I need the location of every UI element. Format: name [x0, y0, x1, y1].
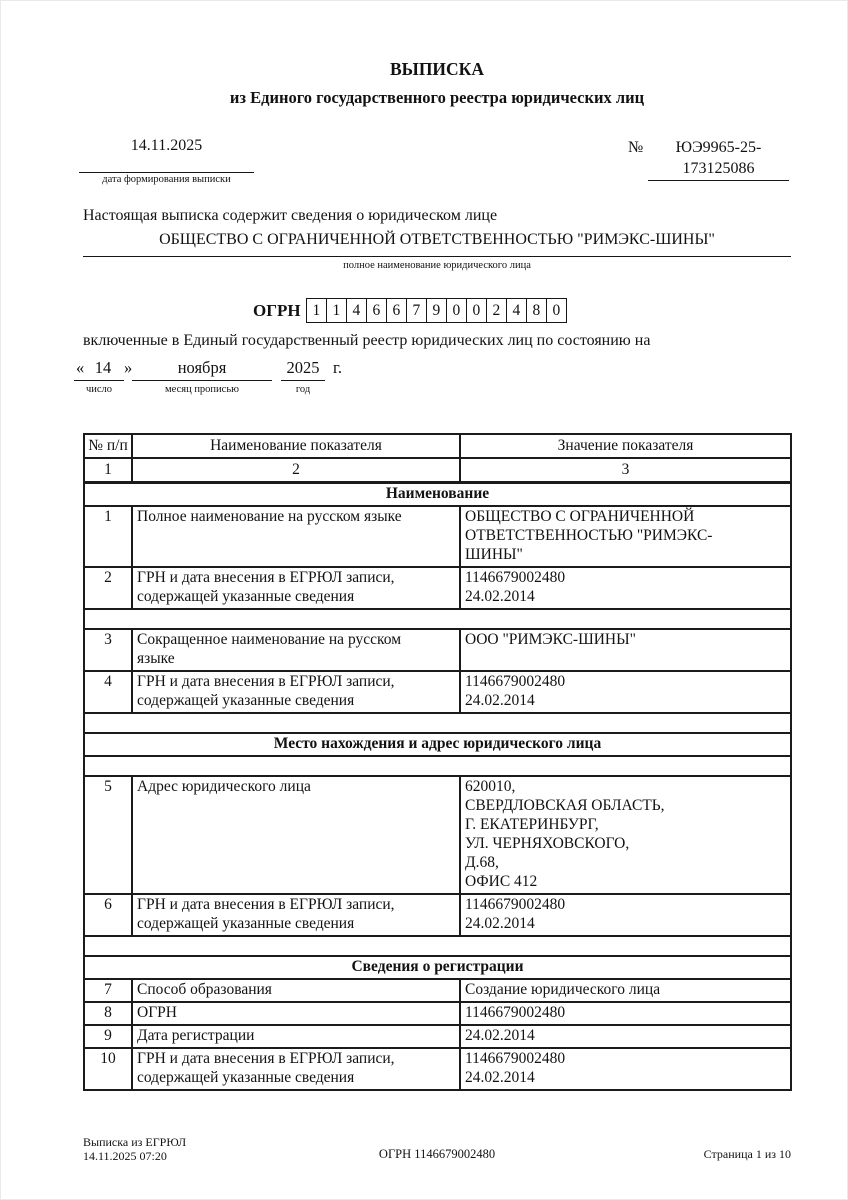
details-table: [83, 433, 792, 1091]
table-section-label: Место нахождения и адрес юридического лица: [84, 733, 791, 756]
indicator-name: ГРН и дата внесения в ЕГРЮЛ записи, содержащей указанные сведения: [132, 567, 460, 609]
indicator-name: Полное наименование на русском языке: [132, 506, 460, 567]
ogrn-digit-box: 9: [426, 298, 448, 323]
indicator-value: 1146679002480 24.02.2014: [460, 671, 791, 713]
indicator-name: ГРН и дата внесения в ЕГРЮЛ записи, содержащей указанные сведения: [132, 671, 460, 713]
table-column-numbers-row: [84, 458, 791, 483]
intro-statement: Настоящая выписка содержит сведения о юридическом лице: [83, 207, 498, 224]
as-of-year: 2025: [286, 358, 320, 377]
footer-doc-type: Выписка из ЕГРЮЛ: [83, 1135, 187, 1149]
ogrn-digit-box: 4: [346, 298, 368, 323]
table-section-row: [84, 483, 791, 507]
indicator-value: ООО "РИМЭКС-ШИНЫ": [460, 629, 791, 671]
row-number: 1: [84, 506, 132, 567]
table-row: [84, 979, 791, 1002]
footer-page-number: Страница 1 из 10: [703, 1147, 791, 1161]
year-underline: [281, 380, 325, 381]
extract-number-underline: [648, 180, 789, 181]
indicator-name: Сокращенное наименование на русском языке: [132, 629, 460, 671]
day-underline: [74, 380, 124, 381]
ogrn-digit-box: 6: [366, 298, 388, 323]
table-spacer-row: [84, 609, 791, 629]
row-number: 3: [84, 629, 132, 671]
document-subtitle: из Единого государственного реестра юридических лиц: [229, 88, 645, 107]
indicator-name: ОГРН: [132, 1002, 460, 1025]
day-label: число: [85, 384, 113, 395]
ogrn-digit-box: 2: [486, 298, 508, 323]
indicator-name: ГРН и дата внесения в ЕГРЮЛ записи, содержащей указанные сведения: [132, 894, 460, 936]
table-row: [84, 894, 791, 936]
indicator-value: 24.02.2014: [460, 1025, 791, 1048]
close-quote: »: [124, 358, 133, 377]
indicator-value: 620010, СВЕРДЛОВСКАЯ ОБЛАСТЬ, Г. ЕКАТЕРИНБУРГ, УЛ. ЧЕРНЯХОВСКОГО, Д.68, ОФИС 412: [460, 776, 791, 894]
details-table-body: [84, 483, 791, 1091]
ogrn-label: ОГРН: [253, 300, 301, 320]
header-indicator-value: Значение показателя: [460, 434, 791, 458]
indicator-value: Создание юридического лица: [460, 979, 791, 1002]
table-spacer-row: [84, 936, 791, 956]
column-number-3: 3: [460, 458, 791, 483]
month-label: месяц прописью: [165, 384, 239, 395]
company-name-label: полное наименование юридического лица: [343, 260, 531, 271]
row-number: 4: [84, 671, 132, 713]
indicator-name: Способ образования: [132, 979, 460, 1002]
ogrn-digit-box: 0: [466, 298, 488, 323]
header-indicator-name: Наименование показателя: [132, 434, 460, 458]
header-num: № п/п: [84, 434, 132, 458]
ogrn-digit-box: 0: [546, 298, 568, 323]
row-number: 5: [84, 776, 132, 894]
indicator-name: Адрес юридического лица: [132, 776, 460, 894]
as-of-month: ноября: [177, 358, 227, 377]
table-section-label: Сведения о регистрации: [84, 956, 791, 979]
year-label: год: [295, 384, 311, 395]
indicator-name: Дата регистрации: [132, 1025, 460, 1048]
formation-date-underline: [79, 172, 254, 173]
row-number: 2: [84, 567, 132, 609]
ogrn-digit-box: 0: [446, 298, 468, 323]
ogrn-digit-box: 4: [506, 298, 528, 323]
number-sign: №: [628, 139, 644, 156]
footer-datetime: 14.11.2025 07:20: [83, 1149, 167, 1163]
formation-date-block: [79, 137, 254, 185]
extract-number-block: [648, 137, 789, 181]
table-section-label: Наименование: [84, 483, 791, 507]
ogrn-row: [253, 298, 567, 323]
table-spacer-cell: [84, 756, 791, 776]
column-number-1: 1: [84, 458, 132, 483]
indicator-name: ГРН и дата внесения в ЕГРЮЛ записи, содержащей указанные сведения: [132, 1048, 460, 1090]
table-row: [84, 1002, 791, 1025]
row-number: 10: [84, 1048, 132, 1090]
row-number: 8: [84, 1002, 132, 1025]
formation-date-label: дата формирования выписки: [102, 174, 231, 185]
ogrn-digit-box: 1: [306, 298, 328, 323]
table-row: [84, 629, 791, 671]
indicator-value: 1146679002480: [460, 1002, 791, 1025]
extract-number-line1: ЮЭ9965-25-: [675, 139, 762, 156]
table-section-row: [84, 733, 791, 756]
indicator-value: ОБЩЕСТВО С ОГРАНИЧЕННОЙ ОТВЕТСТВЕННОСТЬЮ "РИМЭКС- ШИНЫ": [460, 506, 791, 567]
row-number: 6: [84, 894, 132, 936]
table-row: [84, 1025, 791, 1048]
indicator-value: 1146679002480 24.02.2014: [460, 1048, 791, 1090]
table-spacer-row: [84, 713, 791, 733]
table-spacer-cell: [84, 936, 791, 956]
document-title: ВЫПИСКА: [389, 59, 485, 79]
ogrn-digit-box: 1: [326, 298, 348, 323]
table-spacer-row: [84, 756, 791, 776]
year-suffix: г.: [333, 358, 343, 377]
table-row: [84, 1048, 791, 1090]
table-row: [84, 506, 791, 567]
open-quote: «: [76, 358, 85, 377]
table-row: [84, 671, 791, 713]
table-row: [84, 567, 791, 609]
table-header-row: [84, 434, 791, 458]
table-spacer-cell: [84, 713, 791, 733]
column-number-2: 2: [132, 458, 460, 483]
extract-number-line2: 173125086: [682, 160, 755, 177]
as-of-day: 14: [94, 358, 112, 377]
included-statement: включенные в Единый государственный реестр юридических лиц по состоянию на: [83, 332, 651, 349]
as-of-date-block: [74, 358, 404, 402]
ogrn-digit-box: 7: [406, 298, 428, 323]
footer-ogrn: ОГРН 1146679002480: [378, 1147, 496, 1161]
ogrn-digit-box: 8: [526, 298, 548, 323]
ogrn-boxes: [306, 298, 568, 323]
formation-date: 14.11.2025: [130, 137, 203, 154]
table-row: [84, 776, 791, 894]
table-section-row: [84, 956, 791, 979]
table-spacer-cell: [84, 609, 791, 629]
month-underline: [132, 380, 272, 381]
indicator-value: 1146679002480 24.02.2014: [460, 894, 791, 936]
indicator-value: 1146679002480 24.02.2014: [460, 567, 791, 609]
row-number: 7: [84, 979, 132, 1002]
company-name: ОБЩЕСТВО С ОГРАНИЧЕННОЙ ОТВЕТСТВЕННОСТЬЮ "РИМЭКС-ШИНЫ": [83, 231, 791, 257]
ogrn-digit-box: 6: [386, 298, 408, 323]
row-number: 9: [84, 1025, 132, 1048]
